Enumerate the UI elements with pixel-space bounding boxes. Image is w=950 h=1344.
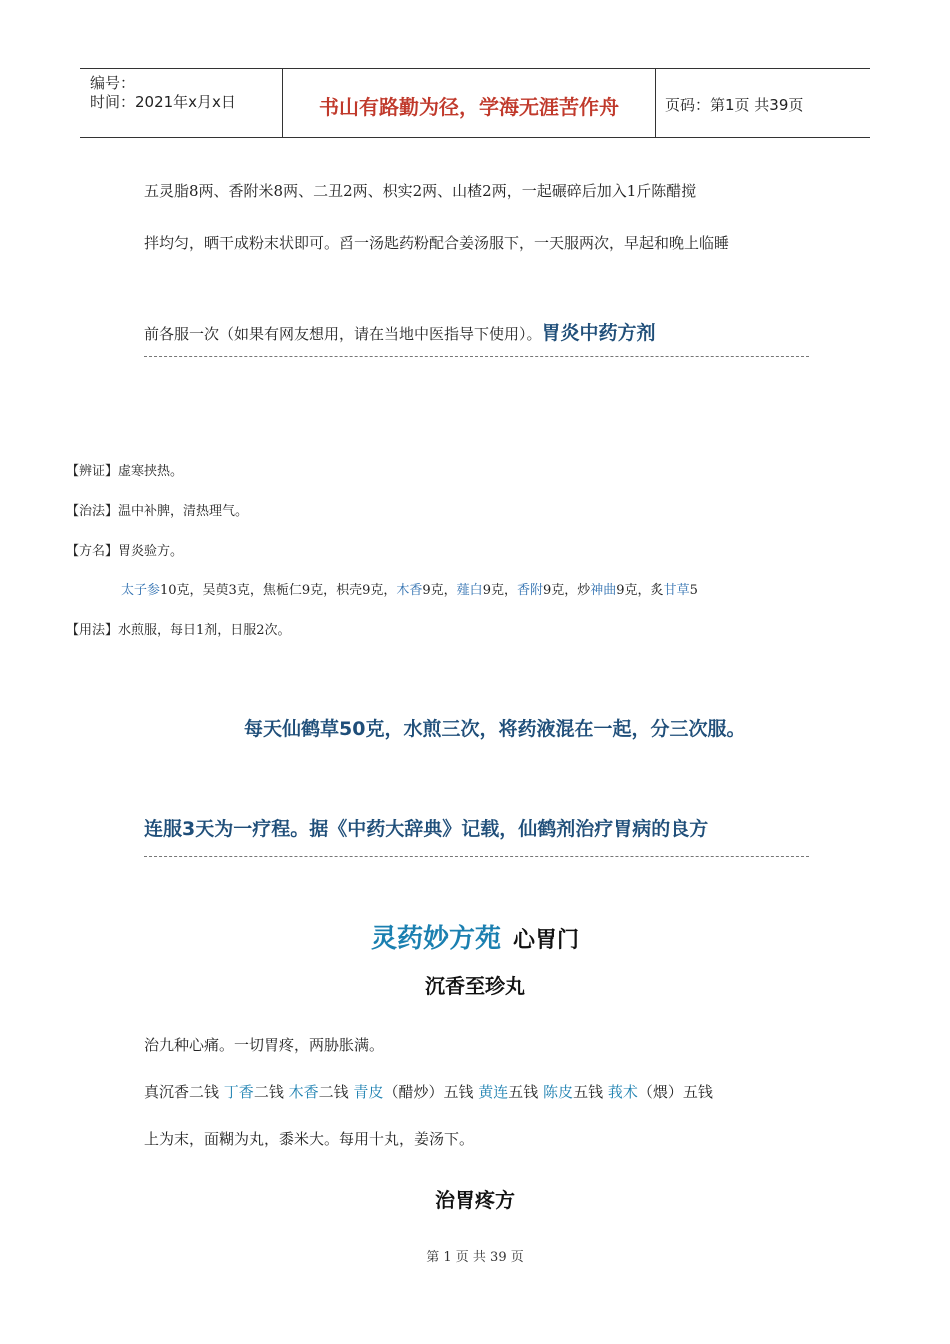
page-footer: 第 1 页 共 39 页 — [426, 1250, 524, 1265]
herb-link[interactable]: 丁香 — [223, 1083, 254, 1101]
herb-link[interactable]: 太子参 — [121, 583, 161, 598]
intro-line-3-text: 前各服一次（如果有网友想用，请在当地中医指导下使用）。 — [144, 325, 542, 343]
formula-name-row — [66, 540, 183, 559]
formula-name-text: 胃炎验方。 — [118, 544, 184, 559]
usage-text: 水煎服，每日1剂，日服2次。 — [118, 623, 291, 638]
method-text: 温中补脾，清热理气。 — [118, 504, 249, 519]
intro-line-2: 拌均匀，晒干成粉末状即可。舀一汤匙药粉配合姜汤服下，一天服两次，早起和晚上临睡 — [144, 234, 730, 252]
herb-link[interactable]: 青皮 — [353, 1083, 384, 1101]
herb-link[interactable]: 神曲 — [590, 583, 617, 598]
ingredient-text: 二钱 — [318, 1083, 349, 1101]
herb-link[interactable]: 木香 — [396, 583, 423, 598]
intro-line-3 — [144, 318, 656, 345]
recipe-ingredients — [144, 1081, 713, 1102]
herb-link[interactable]: 甘草 — [663, 583, 690, 598]
recipe-title: 沉香至珍丸 — [425, 974, 525, 998]
herb-link[interactable]: 陈皮 — [543, 1083, 574, 1101]
diagnosis-row — [66, 460, 183, 479]
ingredient-text: （醋炒）五钱 — [383, 1083, 474, 1101]
dashed-divider — [144, 856, 809, 857]
herb-link[interactable]: 香附 — [516, 583, 543, 598]
diagnosis-label: 【辨证】 — [66, 464, 119, 479]
ingredient-text: 9克， — [422, 583, 457, 598]
crane-line-2: 连服3天为一疗程。据《中药大辞典》记载，仙鹤剂治疗胃病的良方 — [144, 818, 709, 840]
header-right-cell — [655, 69, 870, 137]
method-row — [66, 500, 248, 519]
ingredient-text: 10克，吴萸3克，焦栀仁9克，枳壳9克， — [160, 583, 397, 598]
herb-link[interactable]: 薤白 — [456, 583, 483, 598]
recipe-indication: 治九种心痛。一切胃疼，两胁胀满。 — [144, 1036, 385, 1054]
ingredient-text: 五钱 — [573, 1083, 604, 1101]
section-title — [0, 918, 950, 955]
header-table — [80, 68, 870, 138]
section-title-sub: 心胃门 — [513, 928, 580, 953]
herb-link[interactable]: 木香 — [288, 1083, 319, 1101]
header-motto: 书山有路勤为径，学海无涯苦作舟 — [319, 95, 619, 119]
section-heading-gastritis: 胃炎中药方剂 — [541, 322, 656, 344]
ingredient-text: 二钱 — [253, 1083, 284, 1101]
header-center-cell — [282, 69, 656, 137]
page-indicator: 页码：第1页 共39页 — [665, 96, 804, 114]
diagnosis-text: 虚寒挟热。 — [118, 464, 184, 479]
header-left-cell — [80, 69, 282, 137]
ingredient-text: 9克，炒 — [542, 583, 591, 598]
section-title-main: 灵药妙方苑 — [370, 924, 501, 954]
intro-line-1: 五灵脂8两、香附米8两、二丑2两、枳实2两、山楂2两，一起碾碎后加入1斤陈醋搅 — [144, 182, 697, 200]
herb-link[interactable]: 莪术 — [607, 1083, 638, 1101]
crane-line-1: 每天仙鹤草50克，水煎三次，将药液混在一起，分三次服。 — [244, 718, 746, 740]
date-label: 时间：2021年x月x日 — [90, 93, 236, 111]
dashed-divider — [144, 356, 809, 357]
method-label: 【治法】 — [66, 504, 119, 519]
ingredients-row — [121, 579, 698, 598]
usage-label: 【用法】 — [66, 623, 119, 638]
number-label: 编号： — [90, 74, 136, 92]
usage-row — [66, 619, 291, 638]
recipe-title: 治胃疼方 — [435, 1188, 515, 1212]
ingredient-text: （煨）五钱 — [637, 1083, 713, 1101]
herb-link[interactable]: 黄连 — [478, 1083, 509, 1101]
ingredient-text: 五钱 — [508, 1083, 539, 1101]
formula-name-label: 【方名】 — [66, 544, 119, 559]
ingredient-text: 9克， — [482, 583, 517, 598]
recipe-method: 上为末，面糊为丸，黍米大。每用十丸，姜汤下。 — [144, 1130, 475, 1148]
ingredient-text: 5 — [689, 583, 698, 598]
ingredient-text: 真沉香二钱 — [144, 1083, 220, 1101]
ingredient-text: 9克，炙 — [616, 583, 664, 598]
